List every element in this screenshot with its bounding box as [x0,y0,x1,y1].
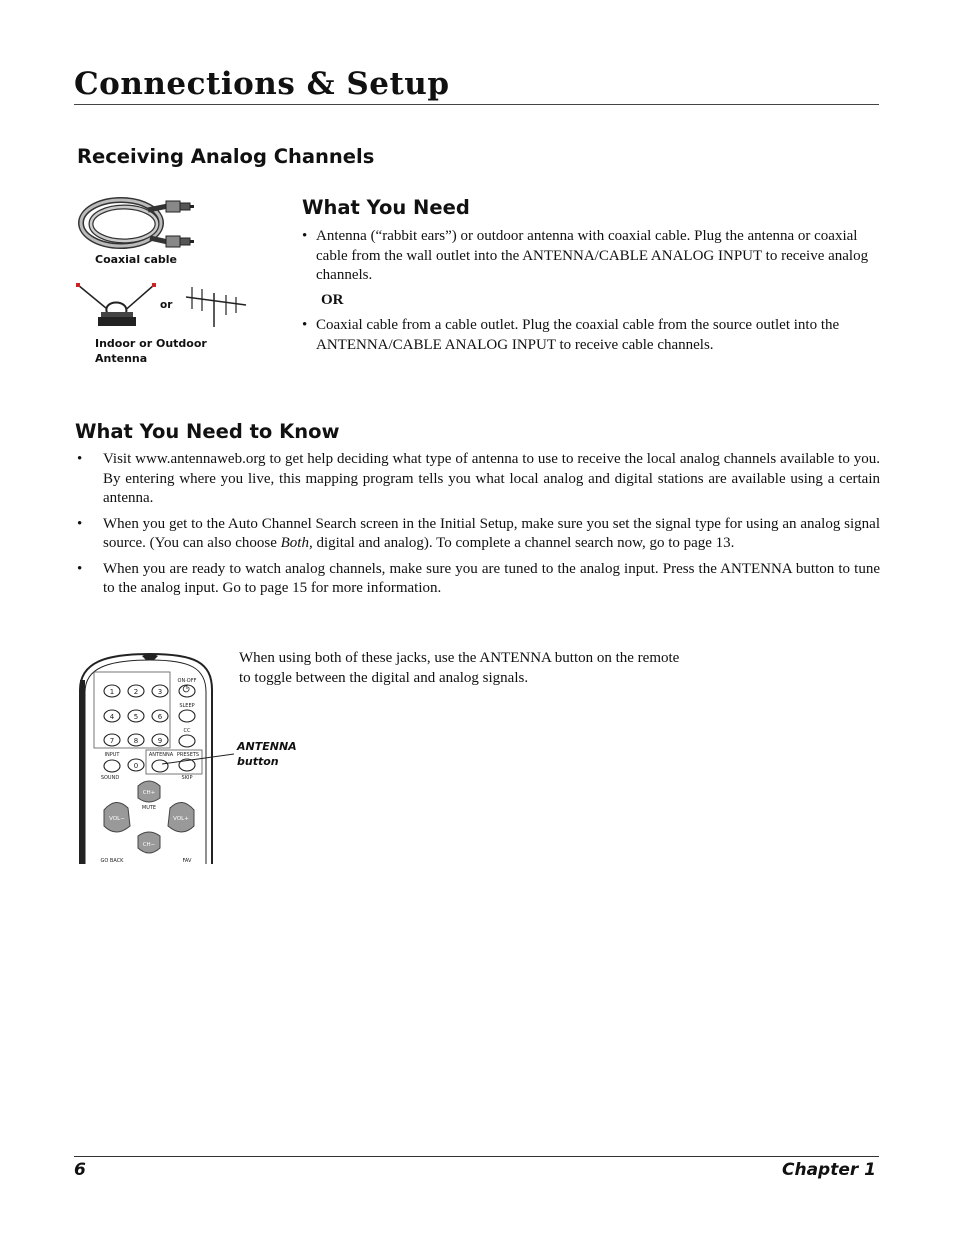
what-you-need-list [302,227,872,355]
remote-key-5: 5 [133,713,139,721]
antenna-caption [95,336,207,366]
chapter-label: Chapter 1 [781,1160,876,1180]
remote-key-3: 3 [157,688,163,696]
title-divider [74,104,879,105]
remote-label-go-back: GO BACK [100,858,124,864]
know-item-antenna-button: • When you are ready to watch analog channels, make sure you are tuned to the analog input. Press the ANTENNA button to tune to the analog input. Go to page 15 for more information. [75,560,880,599]
remote-key-4: 4 [109,713,115,721]
remote-label-antenna: ANTENNA [148,752,174,758]
remote-label-ch-down: CH− [142,842,156,848]
remote-label-sound: SOUND [100,775,120,781]
remote-label-mute: MUTE [141,805,157,811]
remote-label-input: INPUT [104,752,120,758]
remote-key-0: 0 [133,762,139,770]
coaxial-cable-illustration [76,196,198,254]
remote-usage-note: When using both of these jacks, use the ANTENNA button on the remote to toggle between the digital and analog signals. [239,650,680,686]
indoor-antenna-illustration [74,281,159,331]
what-you-need-title: What You Need [302,196,470,219]
know-item2-text-before: When you get to the Auto Channel Search screen in the Initial Setup, make sure you set the signal type for using an analog signal source. (You can also choose [103,515,880,551]
remote-label-vol-down: VOL− [109,816,125,822]
section-title: Receiving Analog Channels [77,145,375,168]
know-item-antennaweb: • Visit www.antennaweb.org to get help deciding what type of antenna to use to receive the local analog channels available to you. By entering where you live, this mapping program tells you what local analog and digital stations are available using a certain antenna. [75,450,880,509]
know-item-channel-search [75,515,880,554]
coaxial-cable-caption: Coaxial cable [95,253,177,266]
remote-label-vol-up: VOL+ [173,816,189,822]
remote-key-7: 7 [109,737,115,745]
remote-label-sleep: SLEEP [179,703,195,709]
remote-key-8: 8 [133,737,139,745]
antenna-button-callout-line1: ANTENNA [237,740,297,753]
know-item2-text-after: digital and analog). To complete a channel search now, go to page 13. [312,535,735,551]
page-number: 6 [74,1160,86,1180]
remote-label-skip: SKIP [181,775,193,781]
remote-label-ch-up: CH+ [142,790,156,796]
remote-label-on-off: ON·OFF [177,678,197,684]
or-label: or [160,299,173,311]
antenna-button-callout-line2: button [237,755,279,768]
footer-divider [74,1156,879,1157]
need-item-cable: • Coaxial cable from a cable outlet. Plug the coaxial cable from the source outlet into the ANTENNA/CABLE ANALOG INPUT to receive cable channels. [302,316,872,355]
remote-key-1: 1 [109,688,115,696]
antenna-caption-line1: Indoor or Outdoor [95,337,207,350]
know-item2-both: Both, [280,535,313,551]
or-separator: OR [321,291,344,308]
what-you-need-to-know-title: What You Need to Know [75,420,340,443]
remote-key-9: 9 [157,737,163,745]
remote-label-presets: PRESETS [176,752,200,758]
remote-label-cc: CC [183,728,191,734]
antenna-button-callout [237,739,297,769]
remote-label-fav: FAV [182,858,192,864]
what-you-need-to-know-list [75,450,880,605]
outdoor-antenna-illustration [184,285,250,329]
remote-key-6: 6 [157,713,163,721]
need-item-antenna: • Antenna (“rabbit ears”) or outdoor antenna with coaxial cable. Plug the antenna or coaxial cable from the wall outlet into the ANTENNA/CABLE ANALOG INPUT to receive analog channels. [302,227,872,286]
remote-key-2: 2 [133,688,139,696]
antenna-caption-line2: Antenna [95,352,148,365]
page-title: Connections & Setup [74,66,450,102]
